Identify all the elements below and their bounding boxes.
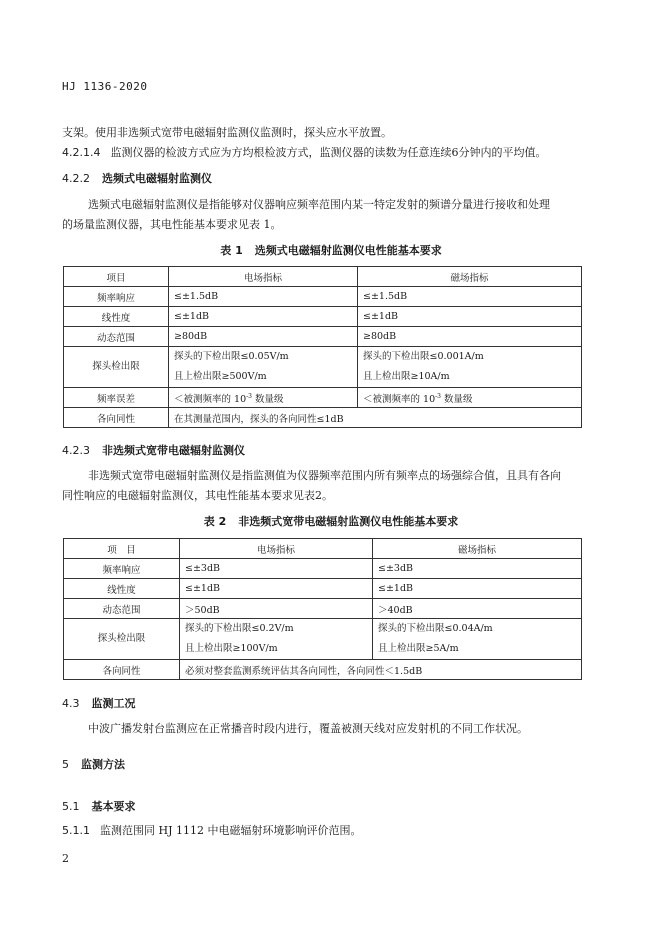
section-title: 选频式电磁辐射监测仪 [102, 172, 212, 185]
table2-caption [0, 513, 662, 529]
row-item: 各向同性 [64, 408, 169, 428]
table-row [64, 307, 582, 327]
table-row [64, 388, 582, 408]
section-title: 监测工况 [91, 697, 136, 710]
value-text-suffix: 数量级 [440, 393, 473, 405]
header-magnetic: 磁场指标 [373, 539, 582, 559]
paragraph-4-2-3-line2: 同性响应的电磁辐射监测仪，其电性能基本要求见表2。 [62, 489, 333, 502]
electric-value: ≥80dB [169, 327, 358, 347]
section-title: 基本要求 [91, 800, 136, 813]
section-number: 4.3 [62, 697, 80, 710]
row-item: 探头检出限 [64, 619, 180, 660]
table2-caption-number: 表 2 [203, 515, 227, 528]
paragraph-4-2-2-line2: 的场量监测仪器，其电性能基本要求见表 1。 [62, 218, 282, 231]
section-number: 5.1 [62, 800, 80, 813]
table-header-row [64, 539, 582, 559]
table1 [63, 266, 582, 428]
magnetic-value: ≤±3dB [373, 559, 582, 579]
magnetic-value: ≤±1.5dB [358, 287, 582, 307]
electric-value: ＞50dB [180, 599, 373, 619]
value-text-suffix: 数量级 [251, 393, 284, 405]
paragraph-4-2-2-line1: 选频式电磁辐射监测仪是指能够对仪器响应频率范围内某一特定发射的频谱分量进行接收和处理 [88, 198, 550, 211]
clause-4-2-1-4 [62, 146, 546, 160]
electric-value-line2: 且上检出限≥100V/m [185, 643, 278, 654]
row-item: 频率误差 [64, 388, 169, 408]
merged-value: 必须对整套监测系统评估其各向同性，各向同性＜1.5dB [180, 660, 582, 680]
value-exponent: -3 [435, 392, 441, 400]
section-number: 4.2.2 [62, 172, 90, 185]
merged-value: 在其测量范围内，探头的各向同性≤1dB [169, 408, 582, 428]
table-row [64, 408, 582, 428]
electric-value [169, 347, 358, 388]
section-heading-4-2-3 [62, 444, 245, 458]
value-text: ＜被测频率的 10 [174, 393, 247, 405]
row-item: 线性度 [64, 307, 169, 327]
header-electric: 电场指标 [180, 539, 373, 559]
table-row [64, 347, 582, 388]
electric-value-line1: 探头的下检出限≤0.05V/m [174, 351, 289, 362]
table2-caption-title: 非选频式宽带电磁辐射监测仪电性能基本要求 [238, 515, 459, 528]
magnetic-value: ＞40dB [373, 599, 582, 619]
magnetic-value-line1: 探头的下检出限≤0.04A/m [378, 623, 493, 634]
page-number: 2 [62, 852, 69, 865]
magnetic-value: ≤±1dB [358, 307, 582, 327]
header-item: 项目 [64, 267, 169, 287]
section-number: 4.2.3 [62, 444, 90, 457]
row-item: 探头检出限 [64, 347, 169, 388]
section-title: 监测方法 [81, 758, 125, 771]
magnetic-value-line1: 探头的下检出限≤0.001A/m [363, 351, 484, 362]
electric-value: ≤±1dB [180, 579, 373, 599]
electric-value-line2: 且上检出限≥500V/m [174, 371, 267, 382]
paragraph-4-3: 中波广播发射台监测应在正常播音时段内进行，覆盖被测天线对应发射机的不同工作状况。 [88, 722, 528, 735]
paragraph-continuation: 支架。使用非选频式宽带电磁辐射监测仪监测时，探头应水平放置。 [62, 126, 392, 139]
row-item: 线性度 [64, 579, 180, 599]
clause-number: 5.1.1 [62, 824, 90, 837]
row-item: 动态范围 [64, 599, 180, 619]
table1-caption [0, 242, 662, 258]
paragraph-4-2-3-line1: 非选频式宽带电磁辐射监测仪是指监测值为仪器频率范围内所有频率点的场强综合值，且具有各向 [88, 469, 561, 482]
row-item: 频率响应 [64, 559, 180, 579]
standard-code-header: HJ 1136-2020 [62, 80, 148, 93]
electric-value: ≤±3dB [180, 559, 373, 579]
magnetic-value: ≤±1dB [373, 579, 582, 599]
header-item: 项 目 [64, 539, 180, 559]
table-header-row [64, 267, 582, 287]
table-row [64, 559, 582, 579]
electric-value: ≤±1.5dB [169, 287, 358, 307]
table-row [64, 660, 582, 680]
magnetic-value-line2: 且上检出限≥10A/m [363, 371, 450, 382]
row-item: 动态范围 [64, 327, 169, 347]
clause-5-1-1 [62, 824, 362, 838]
section-heading-4-2-2 [62, 172, 212, 186]
magnetic-value [358, 388, 582, 408]
value-exponent: -3 [246, 392, 252, 400]
section-heading-5-1 [62, 800, 136, 814]
table-row [64, 619, 582, 660]
electric-value [169, 388, 358, 408]
electric-value: ≤±1dB [169, 307, 358, 327]
table2 [63, 538, 582, 680]
clause-text: 监测仪器的检波方式应为方均根检波方式，监测仪器的读数为任意连续6分钟内的平均值。 [110, 146, 547, 159]
header-magnetic: 磁场指标 [358, 267, 582, 287]
clause-text: 监测范围同 HJ 1112 中电磁辐射环境影响评价范围。 [100, 824, 362, 837]
header-electric: 电场指标 [169, 267, 358, 287]
magnetic-value: ≥80dB [358, 327, 582, 347]
table-row [64, 579, 582, 599]
table1-caption-number: 表 1 [220, 244, 243, 257]
table-row [64, 287, 582, 307]
table-row [64, 599, 582, 619]
electric-value [180, 619, 373, 660]
value-text: ＜被测频率的 10 [363, 393, 436, 405]
section-title: 非选频式宽带电磁辐射监测仪 [102, 444, 245, 457]
clause-number: 4.2.1.4 [62, 146, 101, 159]
electric-value-line1: 探头的下检出限≤0.2V/m [185, 623, 294, 634]
table-row [64, 327, 582, 347]
magnetic-value [373, 619, 582, 660]
row-item: 频率响应 [64, 287, 169, 307]
magnetic-value [358, 347, 582, 388]
section-heading-5 [62, 758, 125, 772]
section-heading-4-3 [62, 697, 136, 711]
row-item: 各向同性 [64, 660, 180, 680]
section-number: 5 [62, 758, 69, 771]
table1-caption-title: 选频式电磁辐射监测仪电性能基本要求 [254, 244, 442, 257]
magnetic-value-line2: 且上检出限≥5A/m [378, 643, 459, 654]
